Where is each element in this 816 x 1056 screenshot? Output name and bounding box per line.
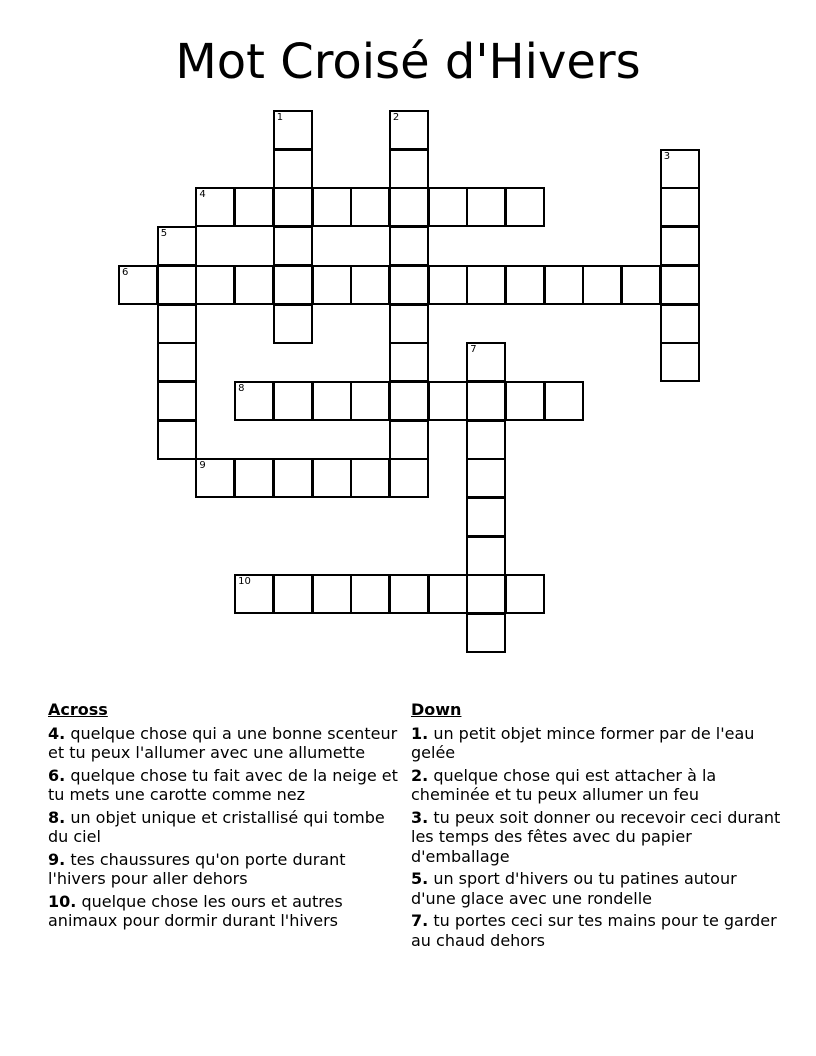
clue-number: 6. — [48, 765, 66, 785]
grid-cell[interactable] — [157, 381, 197, 421]
clue-text: quelque chose tu fait avec de la neige et tu mets une carotte comme nez — [48, 765, 398, 804]
grid-cell[interactable] — [157, 265, 197, 305]
across-clue-9 — [48, 850, 408, 889]
grid-cell[interactable] — [621, 265, 661, 305]
clue-text: tes chaussures qu'on porte durant l'hivers pour aller dehors — [48, 849, 346, 888]
clue-number-label: 1 — [276, 112, 284, 123]
grid-cell[interactable] — [466, 342, 506, 382]
grid-cell[interactable] — [350, 265, 390, 305]
clue-number-label: 4 — [199, 189, 206, 201]
clue-number-label: 8 — [238, 382, 245, 394]
clue-number-label: 2 — [392, 112, 400, 123]
grid-cell[interactable] — [428, 574, 468, 614]
down-heading: Down — [411, 700, 462, 719]
across-clue-6 — [48, 766, 408, 805]
grid-cell[interactable] — [466, 187, 506, 227]
grid-cell[interactable] — [466, 536, 506, 576]
clue-text: quelque chose qui est attacher à la cheminée et tu peux allumer un feu — [411, 765, 717, 804]
grid-cell[interactable] — [389, 420, 429, 460]
grid-cell[interactable] — [273, 187, 313, 227]
clue-number: 1. — [411, 723, 429, 743]
grid-cell[interactable] — [660, 342, 700, 382]
clue-number: 4. — [48, 723, 66, 743]
grid-cell[interactable] — [389, 342, 429, 382]
across-heading: Across — [48, 700, 108, 719]
grid-cell[interactable] — [428, 265, 468, 305]
grid-cell[interactable] — [118, 265, 158, 305]
grid-cell[interactable] — [389, 304, 429, 344]
grid-cell[interactable] — [466, 420, 506, 460]
grid-cell[interactable] — [389, 458, 429, 498]
clue-number: 10. — [48, 891, 77, 911]
across-clue-4 — [48, 724, 408, 763]
grid-cell[interactable] — [389, 149, 429, 189]
clue-number: 3. — [411, 807, 429, 827]
grid-cell[interactable] — [273, 574, 313, 614]
clue-number: 7. — [411, 911, 429, 930]
across-clue-10 — [48, 892, 408, 931]
grid-cell[interactable] — [466, 265, 506, 305]
grid-cell[interactable] — [195, 265, 235, 305]
grid-cell[interactable] — [428, 187, 468, 227]
grid-cell[interactable] — [273, 110, 313, 150]
grid-cell[interactable] — [350, 574, 390, 614]
grid-cell[interactable] — [273, 458, 313, 498]
clue-text: quelque chose qui a une bonne scenteur et tu peux l'allumer avec une allumette — [48, 723, 398, 762]
grid-cell[interactable] — [273, 265, 313, 305]
clue-number-label: 7 — [470, 344, 477, 356]
clue-number: 5. — [411, 869, 429, 888]
clue-number: 8. — [48, 807, 66, 827]
clue-text: quelque chose les ours et autres animaux pour dormir durant l'hivers — [48, 891, 343, 930]
grid-cell[interactable] — [389, 265, 429, 305]
grid-cell[interactable] — [157, 304, 197, 344]
grid-cell[interactable] — [312, 458, 352, 498]
grid-cell[interactable] — [350, 381, 390, 421]
grid-cell[interactable] — [312, 265, 352, 305]
clue-text: tu peux soit donner ou recevoir ceci durant les temps des fêtes avec du papier d'emballage — [411, 807, 781, 866]
grid-cell[interactable] — [660, 265, 700, 305]
down-clue-5 — [411, 869, 781, 908]
clue-number-label: 10 — [238, 576, 251, 588]
grid-cell[interactable] — [660, 149, 700, 189]
grid-cell[interactable] — [157, 226, 197, 266]
clue-text: tu portes ceci sur tes mains pour te garder au chaud dehors — [411, 911, 777, 950]
grid-cell[interactable] — [582, 265, 622, 305]
across-clue-8 — [48, 808, 408, 847]
grid-cell[interactable] — [466, 381, 506, 421]
grid-cell[interactable] — [389, 226, 429, 266]
grid-cell[interactable] — [389, 381, 429, 421]
grid-cell[interactable] — [312, 187, 352, 227]
grid-cell[interactable] — [273, 304, 313, 344]
down-clues — [411, 700, 781, 953]
grid-cell[interactable] — [544, 265, 584, 305]
clue-number: 2. — [411, 765, 429, 785]
clue-number-label: 6 — [122, 266, 129, 278]
grid-cell[interactable] — [312, 574, 352, 614]
grid-cell[interactable] — [234, 458, 274, 498]
grid-cell[interactable] — [505, 187, 545, 227]
page-title: Mot Croisé d'Hivers — [175, 34, 641, 90]
grid-cell[interactable] — [428, 381, 468, 421]
grid-cell[interactable] — [660, 187, 700, 227]
grid-cell[interactable] — [350, 458, 390, 498]
grid-cell[interactable] — [157, 420, 197, 460]
grid-cell[interactable] — [350, 187, 390, 227]
grid-cell[interactable] — [660, 226, 700, 266]
clue-number-label: 5 — [160, 228, 168, 240]
down-clue-7 — [411, 911, 781, 950]
grid-cell[interactable] — [505, 574, 545, 614]
grid-cell[interactable] — [389, 574, 429, 614]
grid-cell[interactable] — [273, 381, 313, 421]
clue-text: un objet unique et cristallisé qui tombe du ciel — [48, 807, 385, 846]
grid-cell[interactable] — [273, 226, 313, 266]
grid-cell[interactable] — [234, 265, 274, 305]
down-clue-1 — [411, 724, 781, 763]
grid-cell[interactable] — [234, 187, 274, 227]
down-clue-2 — [411, 766, 781, 805]
across-clues — [48, 700, 408, 934]
grid-cell[interactable] — [505, 265, 545, 305]
grid-cell[interactable] — [234, 574, 274, 614]
grid-cell[interactable] — [273, 149, 313, 189]
grid-cell[interactable] — [544, 381, 584, 421]
grid-cell[interactable] — [195, 187, 235, 227]
clue-number: 9. — [48, 849, 66, 869]
clue-text: un sport d'hivers ou tu patines autour d'une glace avec une rondelle — [411, 869, 737, 908]
grid-cell[interactable] — [466, 497, 506, 537]
clue-number-label: 3 — [663, 150, 671, 162]
grid-cell[interactable] — [157, 342, 197, 382]
grid-cell[interactable] — [234, 381, 274, 421]
grid-cell[interactable] — [466, 458, 506, 498]
grid-cell[interactable] — [389, 110, 429, 150]
down-clue-3 — [411, 808, 781, 867]
grid-cell[interactable] — [312, 381, 352, 421]
grid-cell[interactable] — [195, 458, 235, 498]
grid-cell[interactable] — [660, 304, 700, 344]
grid-cell[interactable] — [505, 381, 545, 421]
grid-cell[interactable] — [466, 574, 506, 614]
clue-text: un petit objet mince former par de l'eau gelée — [411, 723, 755, 762]
grid-cell[interactable] — [389, 187, 429, 227]
clue-number-label: 9 — [199, 460, 206, 472]
grid-cell[interactable] — [466, 613, 506, 653]
